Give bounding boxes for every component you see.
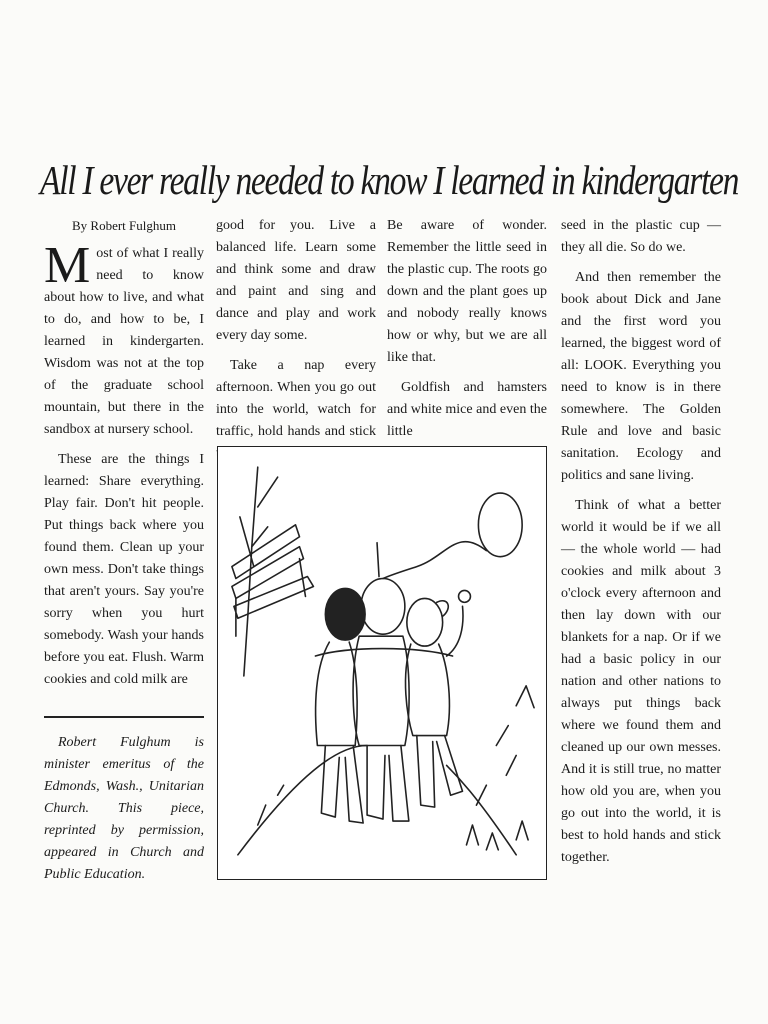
paragraph: And then remember the book about Dick and Jane and the first word you learned, the biggest word of all: LOOK. Everything you need to know is in there somewhere. The Golden Rule and love and basic sanitation. Ecology and politics and sane living. (561, 270, 721, 483)
child-right (406, 590, 471, 807)
child-middle (315, 543, 452, 821)
grass (466, 686, 534, 850)
illustration-children-holding-hands (217, 446, 547, 880)
paragraph-text: ost of what I really need to know about how to live, and what to do, and how to be, I learned in kindergarten. Wisdom was not at the top of the graduate school mountain, but there in the sandbox at nursery school. (44, 246, 204, 437)
article-column-1 (44, 215, 204, 699)
balloon (478, 493, 522, 557)
article-column-4 (561, 215, 721, 877)
article-headline: All I ever really needed to know I learned in kindergarten (40, 157, 739, 203)
paragraph: good for you. Live a balanced life. Learn some and think some and draw and paint and sing and dance and play and work every day some. (216, 218, 376, 343)
paragraph: Goldfish and hamsters and white mice and even the little (387, 380, 547, 439)
child-left (316, 588, 366, 823)
paragraph: seed in the plastic cup — they all die. So do we. (561, 218, 721, 255)
paragraph (44, 237, 204, 441)
drop-cap: M (44, 237, 91, 294)
byline: By Robert Fulghum (71, 218, 176, 233)
article-column-3 (387, 215, 547, 451)
divider (44, 716, 204, 718)
paragraph: These are the things I learned: Share everything. Play fair. Don't hit people. Put things back where you found them. Clean up your own mess. Don't take things that aren't yours. Say you're sorry when you hurt somebody. Wash your hands before you eat. Flush. Warm cookies and cold milk are (44, 452, 204, 687)
park-bench (232, 525, 314, 636)
paragraph: Think of what a better world it would be if we all — the whole world — had cookies and milk about 3 o'clock every afternoon and then lay down with our blankets for a nap. Or if we had a basic policy in our nation and other nations to always put things back where we found them and cleaned up our own messes. And it is still true, no matter how old you are, when you go out into the world, it is best to hold hands and stick together. (561, 498, 721, 865)
paragraph: Take a nap every afternoon. When you go out into the world, watch for traffic, hold hands and stick (216, 358, 376, 439)
ground-path (238, 745, 516, 854)
article-column-2 (216, 215, 376, 473)
author-bio: Robert Fulghum is minister emeritus of the Edmonds, Wash., Unitarian Church. This piece, reprinted by permission, appeared in Church and Public Education. (44, 735, 204, 882)
paragraph: Be aware of wonder. Remember the little seed in the plastic cup. The roots go down and the plant goes up and nobody really knows how or why, but we are all like that. (387, 218, 547, 365)
balloon-string (383, 542, 486, 579)
